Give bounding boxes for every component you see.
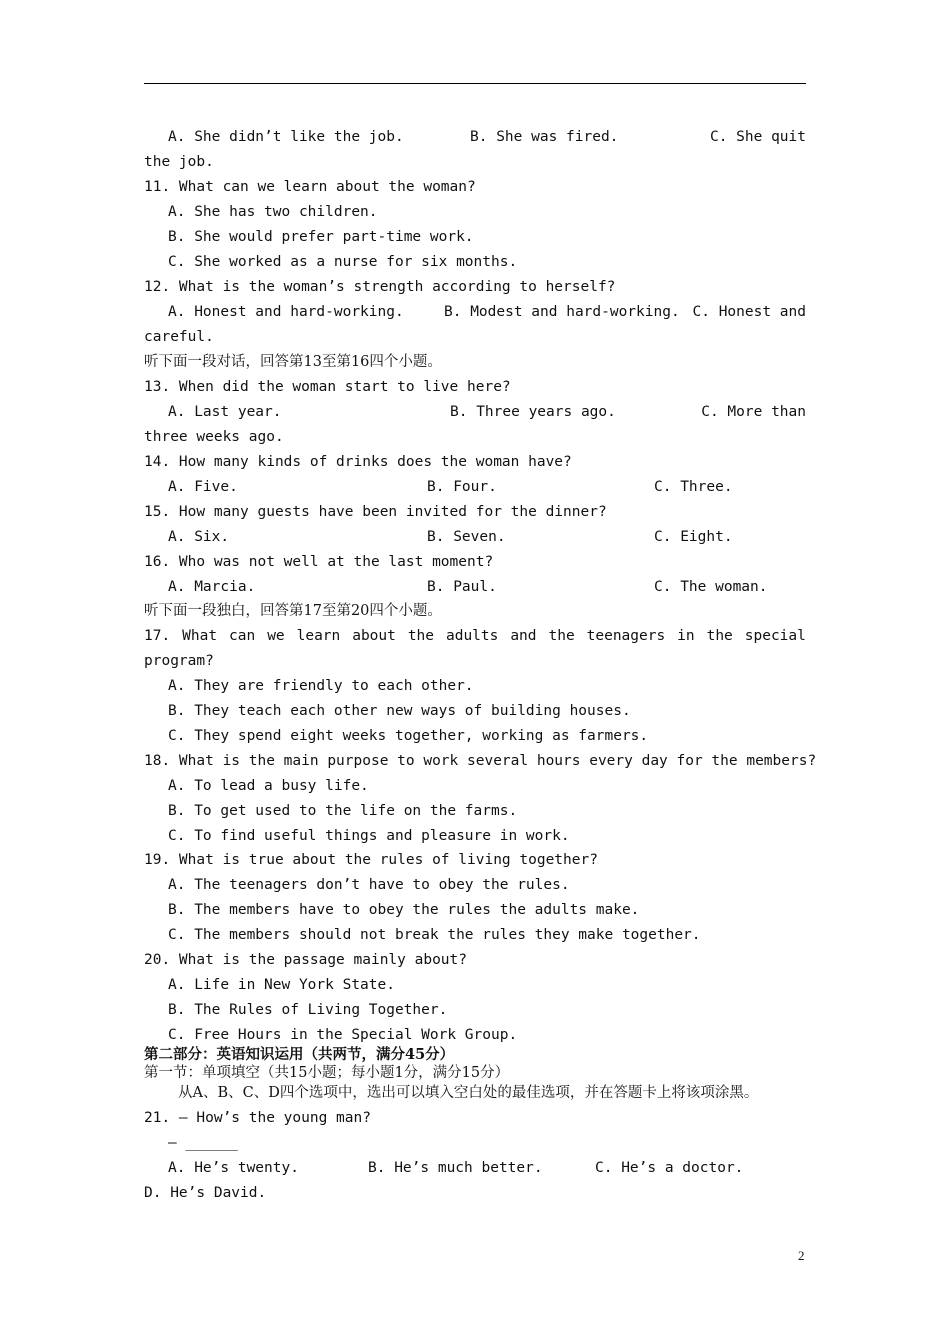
question-16: 16. Who was not well at the last moment? — [144, 554, 494, 570]
question-18: 18. What is the main purpose to work several hours every day for the members? — [144, 753, 817, 769]
option-a: A. Marcia. — [168, 579, 256, 595]
text-line: the job. — [144, 154, 214, 170]
option-a: A. The teenagers don’t have to obey the rules. — [168, 877, 570, 893]
option-b: B. Three years ago. — [450, 404, 616, 420]
option-a: A. They are friendly to each other. — [168, 678, 474, 694]
question-17: 17. What can we learn about the adults and the teenagers in the special — [144, 628, 806, 644]
q21-options — [168, 1159, 806, 1177]
option-a: A. She didn’t like the job. — [168, 129, 404, 145]
option-c: C. The woman. — [654, 579, 768, 595]
option-b: B. Seven. — [427, 529, 506, 545]
option-a: A. To lead a busy life. — [168, 778, 369, 794]
question-20: 20. What is the passage mainly about? — [144, 952, 468, 968]
q13-options — [168, 403, 806, 421]
text-line: program? — [144, 653, 214, 669]
option-c: C. She worked as a nurse for six months. — [168, 254, 518, 270]
question-13: 13. When did the woman start to live here? — [144, 379, 511, 395]
question-15: 15. How many guests have been invited for the dinner? — [144, 504, 607, 520]
option-c: C. The members should not break the rules they make together. — [168, 927, 701, 943]
question-12: 12. What is the woman’s strength according to herself? — [144, 279, 616, 295]
text-line: three weeks ago. — [144, 429, 284, 445]
option-a: A. She has two children. — [168, 204, 378, 220]
option-b: B. Four. — [427, 479, 497, 495]
question-21: 21. — How’s the young man? — [144, 1110, 371, 1126]
option-c: C. Honest and — [692, 304, 806, 320]
option-b: B. They teach each other new ways of building houses. — [168, 703, 631, 719]
option-b: B. To get used to the life on the farms. — [168, 803, 518, 819]
option-a: A. He’s twenty. — [168, 1160, 299, 1176]
option-c: C. Eight. — [654, 529, 733, 545]
option-a: A. Life in New York State. — [168, 977, 395, 993]
option-b: B. The members have to obey the rules the adults make. — [168, 902, 640, 918]
q10-options — [168, 128, 806, 146]
option-b: B. She would prefer part-time work. — [168, 229, 474, 245]
option-a: A. Honest and hard-working. — [168, 304, 404, 320]
option-c: C. He’s a doctor. — [595, 1160, 744, 1176]
q16-options — [168, 578, 806, 596]
question-14: 14. How many kinds of drinks does the woman have? — [144, 454, 572, 470]
part-heading: 第二部分：英语知识运用（共两节，满分45分） — [144, 1046, 455, 1063]
header-rule — [144, 83, 806, 84]
option-a: A. Last year. — [168, 404, 282, 420]
option-c: C. Free Hours in the Special Work Group. — [168, 1027, 518, 1043]
section-instruction: 从A、B、C、D四个选项中，选出可以填入空白处的最佳选项，并在答题卡上将该项涂黑。 — [178, 1085, 759, 1101]
option-a: A. Six. — [168, 529, 230, 545]
option-b: B. Modest and hard-working. — [444, 304, 680, 320]
section-heading: 第一节：单项填空（共15小题；每小题1分，满分15分） — [144, 1065, 510, 1081]
option-b: B. She was fired. — [470, 129, 619, 145]
listening-instruction: 听下面一段独白，回答第17至第20四个小题。 — [144, 603, 442, 619]
option-c: C. Three. — [654, 479, 733, 495]
question-19: 19. What is true about the rules of living together? — [144, 852, 598, 868]
option-b: B. He’s much better. — [368, 1160, 543, 1176]
q15-options — [168, 528, 806, 546]
option-b: B. Paul. — [427, 579, 497, 595]
question-11: 11. What can we learn about the woman? — [144, 179, 476, 195]
page-number: 2 — [798, 1248, 805, 1263]
option-c: C. She quit — [709, 129, 806, 145]
q14-options — [168, 478, 806, 496]
q12-options — [168, 303, 806, 321]
option-c: C. To find useful things and pleasure in work. — [168, 828, 570, 844]
option-c: C. More than — [701, 404, 806, 420]
listening-instruction: 听下面一段对话，回答第13至第16四个小题。 — [144, 354, 442, 370]
option-c: C. They spend eight weeks together, working as farmers. — [168, 728, 649, 744]
option-b: B. The Rules of Living Together. — [168, 1002, 448, 1018]
answer-blank: — ______ — [168, 1135, 238, 1151]
option-d: D. He’s David. — [144, 1185, 267, 1201]
option-a: A. Five. — [168, 479, 238, 495]
text-line: careful. — [144, 329, 214, 345]
